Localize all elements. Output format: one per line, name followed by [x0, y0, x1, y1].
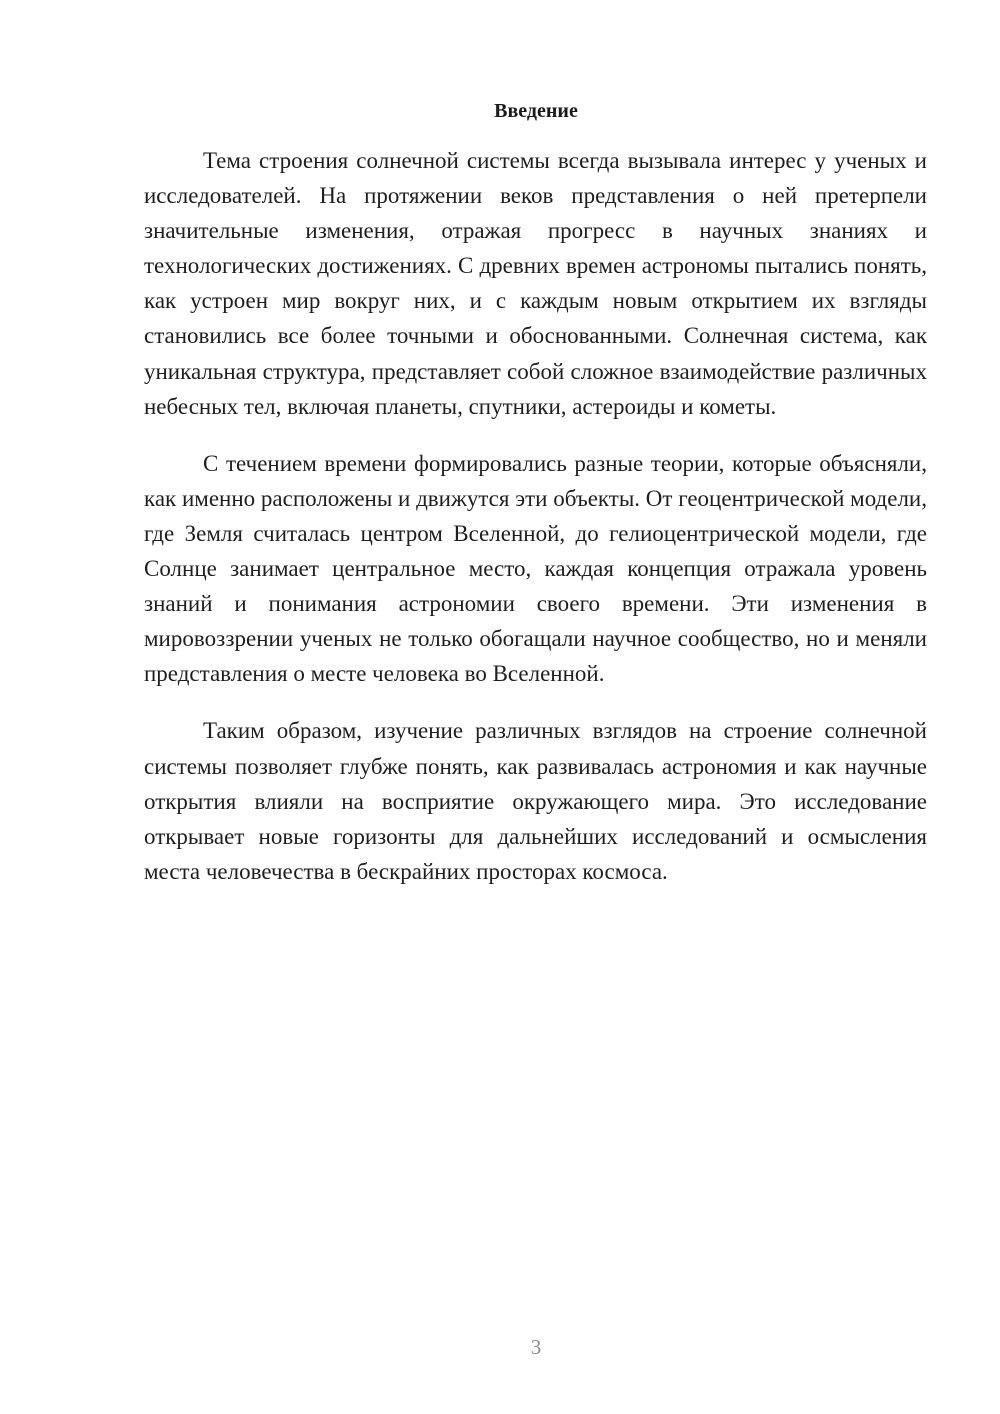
paragraph-1: Тема строения солнечной системы всегда вызывала интерес у ученых и исследователей. На протяжении веков представления о ней претерпели значительные изменения, отражая прогресс в научных знаниях и технологических достижениях. С древних времен астрономы пытались понять, как устроен мир вокруг них, и с каждым новым открытием их взгляды становились все более точными и обоснованными. Солнечная система, как уникальная структура, представляет собой сложное взаимодействие различных небесных тел, включая планеты, спутники, астероиды и кометы.: [144, 148, 927, 419]
page-number: 3: [530, 1335, 542, 1359]
document-body: [144, 143, 927, 889]
paragraph-3: Таким образом, изучение различных взглядов на строение солнечной системы позволяет глубже понять, как развивалась астрономия и как научные открытия влияли на восприятие окружающего мира. Это исследование открывает новые горизонты для дальнейших исследований и осмысления места человечества в бескрайних просторах космоса.: [144, 718, 927, 884]
paragraph-2: С течением времени формировались разные теории, которые объясняли, как именно расположены и движутся эти объекты. От геоцентрической модели, где Земля считалась центром Вселенной, до гелиоцентрической модели, где Солнце занимает центральное место, каждая концепция отражала уровень знаний и понимания астрономии своего времени. Эти изменения в мировоззрении ученых не только обогащали научное сообщество, но и меняли представления о месте человека во Вселенной.: [144, 450, 927, 687]
page-heading: Введение: [494, 100, 578, 122]
